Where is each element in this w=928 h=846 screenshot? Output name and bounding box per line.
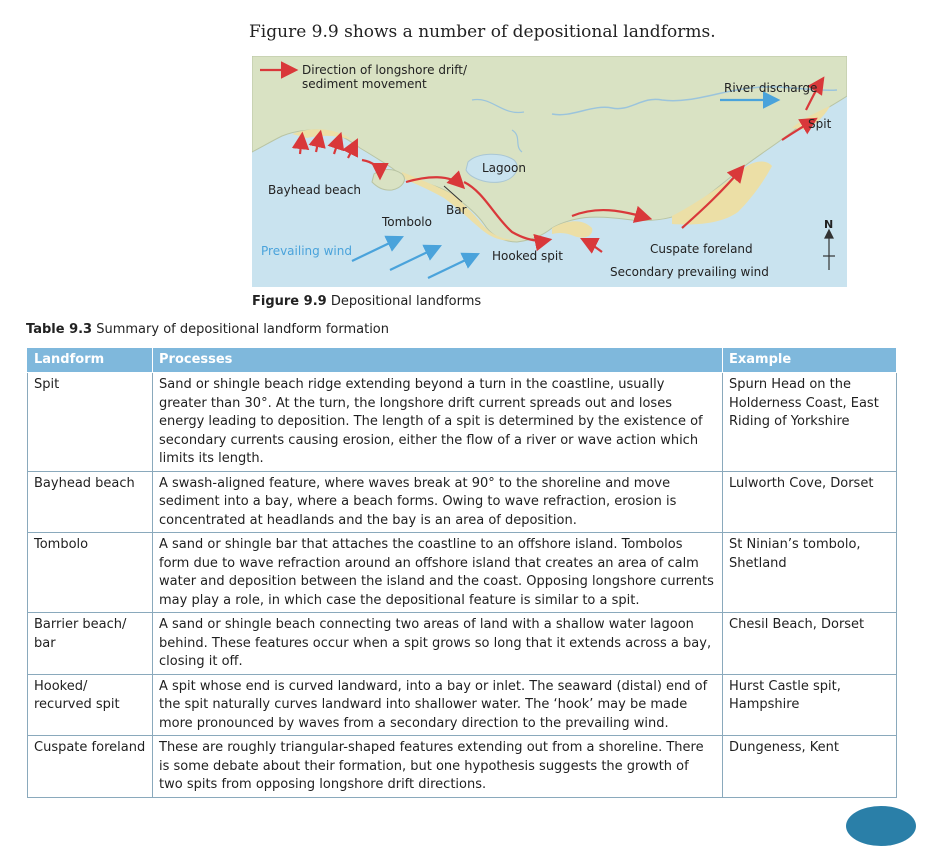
cell-landform: Barrier beach/ bar xyxy=(28,613,153,675)
cell-landform: Bayhead beach xyxy=(28,471,153,533)
label-north: N xyxy=(824,218,834,231)
header-processes: Processes xyxy=(153,348,723,373)
cell-landform: Spit xyxy=(28,373,153,472)
label-cuspate-foreland: Cuspate foreland xyxy=(650,242,753,256)
label-tombolo: Tombolo xyxy=(382,215,432,229)
table-header-row xyxy=(28,348,897,373)
cell-example: Hurst Castle spit, Hampshire xyxy=(723,674,897,736)
cell-process: These are roughly triangular-shaped features extending out from a shoreline. There is some debate about their formation, but one hypothesis suggests the growth of two spits from opposing longshore drift directions. xyxy=(153,736,723,798)
landforms-table xyxy=(27,347,897,798)
figure-caption-label: Figure 9.9 xyxy=(252,294,327,309)
label-bar: Bar xyxy=(446,203,467,217)
legend-line-2: sediment movement xyxy=(302,77,427,91)
cell-example: Chesil Beach, Dorset xyxy=(723,613,897,675)
label-prevailing-wind: Prevailing wind xyxy=(261,244,352,258)
depositional-landforms-map xyxy=(252,56,847,287)
page-tab-marker xyxy=(846,806,916,846)
figure-caption-text: Depositional landforms xyxy=(326,294,482,309)
table-row xyxy=(28,373,897,472)
label-spit: Spit xyxy=(808,117,832,131)
cell-example: Spurn Head on the Holderness Coast, East Riding of Yorkshire xyxy=(723,373,897,472)
cell-process: A sand or shingle beach connecting two areas of land with a shallow water lagoon behind. These features occur when a spit grows so long that it extends across a bay, closing it off. xyxy=(153,613,723,675)
cell-landform: Cuspate foreland xyxy=(28,736,153,798)
cell-example: St Ninian’s tombolo, Shetland xyxy=(723,533,897,613)
cell-process: A spit whose end is curved landward, into a bay or inlet. The seaward (distal) end of the spit naturally curves landward into shallower water. The ‘hook’ may be made more pronounced by waves from a secondary direction to the prevailing wind. xyxy=(153,674,723,736)
cell-process: Sand or shingle beach ridge extending beyond a turn in the coastline, usually greater than 30°. At the turn, the longshore drift current spreads out and loses energy leading to deposition. The length of a spit is determined by the existence of secondary currents causing erosion, either the flow of a river or wave action which limits its length. xyxy=(153,373,723,472)
label-lagoon: Lagoon xyxy=(482,161,526,175)
table-row xyxy=(28,736,897,798)
table-row xyxy=(28,674,897,736)
legend-line-1: Direction of longshore drift/ xyxy=(302,63,468,77)
cell-landform: Tombolo xyxy=(28,533,153,613)
figure-caption xyxy=(252,294,481,309)
cell-example: Lulworth Cove, Dorset xyxy=(723,471,897,533)
label-river-discharge: River discharge xyxy=(724,81,818,95)
table-row xyxy=(28,613,897,675)
header-example: Example xyxy=(723,348,897,373)
table-row xyxy=(28,533,897,613)
cell-example: Dungeness, Kent xyxy=(723,736,897,798)
table-caption-text: Summary of depositional landform formation xyxy=(92,322,390,337)
table-caption xyxy=(26,322,389,337)
table-caption-label: Table 9.3 xyxy=(26,322,93,337)
cell-landform: Hooked/ recurved spit xyxy=(28,674,153,736)
intro-text: Figure 9.9 shows a number of depositional landforms. xyxy=(249,22,716,42)
cell-process: A sand or shingle bar that attaches the coastline to an offshore island. Tombolos form due to wave refraction around an offshore island that creates an area of calm water and deposition between the island and the coast. Opposing longshore currents may play a role, in which case the depositional feature is similar to a spit. xyxy=(153,533,723,613)
label-bayhead-beach: Bayhead beach xyxy=(268,183,362,197)
table-row xyxy=(28,471,897,533)
label-hooked-spit: Hooked spit xyxy=(492,249,563,263)
cell-process: A swash-aligned feature, where waves break at 90° to the shoreline and move sediment into a bay, where a beach forms. Owing to wave refraction, erosion is concentrated at headlands and the bay is an area of deposition. xyxy=(153,471,723,533)
header-landform: Landform xyxy=(28,348,153,373)
label-secondary-wind: Secondary prevailing wind xyxy=(610,265,769,279)
